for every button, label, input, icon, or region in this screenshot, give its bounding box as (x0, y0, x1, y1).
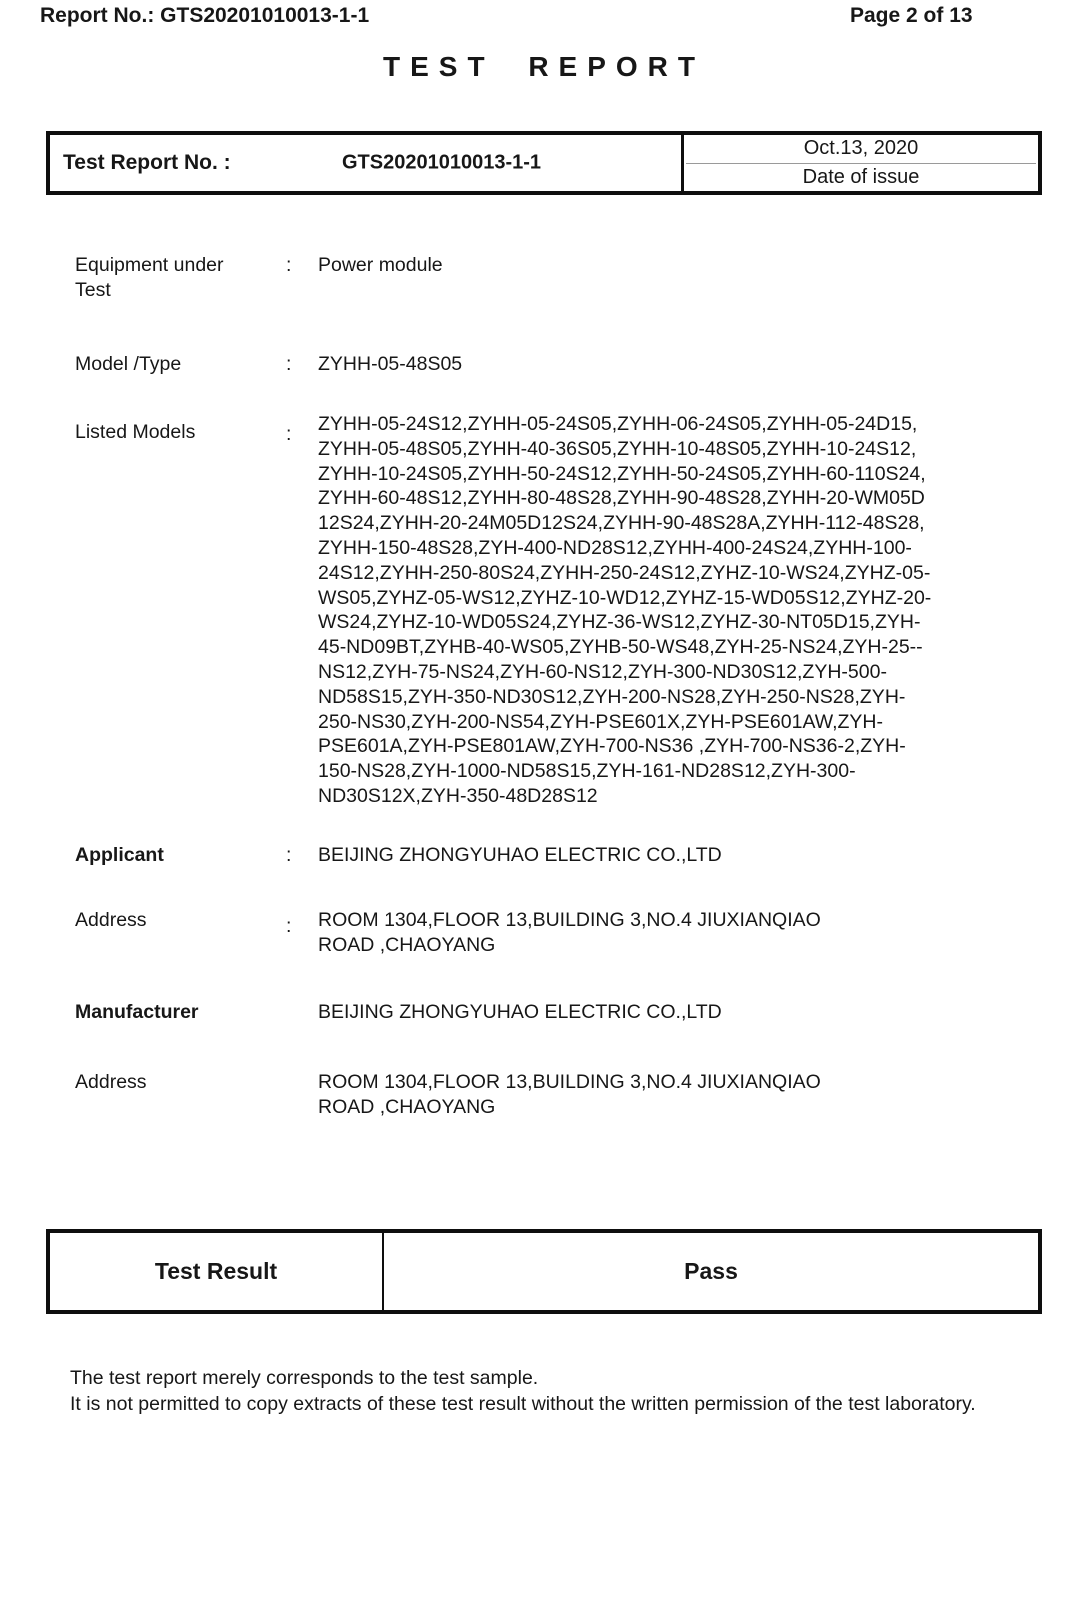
text-line: 250-NS30,ZYH-200-NS54,ZYH-PSE601X,ZYH-PSE601AW,ZYH- (318, 710, 883, 733)
equipment-label: Equipment under Test (75, 254, 224, 301)
report-no-header: Report No.: GTS20201010013-1-1 (40, 4, 370, 27)
equipment-value: Power module (318, 254, 443, 276)
text-line: 12S24,ZYHH-20-24M05D12S24,ZYHH-90-48S28A,ZYHH-112-48S28, (318, 512, 925, 535)
model-type-value: ZYHH-05-48S05 (318, 353, 463, 375)
text-line: WS24,ZYHZ-10-WD05S24,ZYHZ-36-WS12,ZYHZ-30-NT05D15,ZYH- (318, 611, 921, 634)
model-type-label: Model /Type (75, 353, 182, 375)
test-result-value: Pass (684, 1258, 738, 1284)
model-type-colon: : (286, 353, 292, 375)
test-report-no-value: GTS20201010013-1-1 (342, 151, 542, 174)
text-line: ZYHH-05-24S12,ZYHH-05-24S05,ZYHH-06-24S05,ZYHH-05-24D15, (318, 413, 918, 435)
applicant-label: Applicant (75, 844, 164, 866)
equipment-colon: : (286, 254, 292, 276)
text-line: ZYHH-60-48S12,ZYHH-80-48S28,ZYHH-90-48S28,ZYHH-20-WM05D (318, 487, 925, 510)
applicant-address-value (318, 908, 982, 958)
report-number-table (46, 131, 1042, 195)
page-title: TEST REPORT (382, 51, 705, 82)
disclaimer-line-1: The test report merely corresponds to the test sample. (70, 1367, 539, 1389)
manufacturer-address-label: Address (75, 1071, 147, 1093)
text-line: ZYHH-10-24S05,ZYHH-50-24S12,ZYHH-50-24S05,ZYHH-60-110S24, (318, 462, 926, 485)
listed-models-value (318, 412, 982, 809)
test-result-label: Test Result (50, 1233, 384, 1310)
disclaimer-line-2: It is not permitted to copy extracts of these test result without the written permission of the test laboratory. (70, 1392, 976, 1415)
text-line: ND58S15,ZYH-350-ND30S12,ZYH-200-NS28,ZYH-250-NS28,ZYH- (318, 685, 906, 708)
listed-models-colon: : (286, 423, 292, 445)
text-line: ROOM 1304,FLOOR 13,BUILDING 3,NO.4 JIUXIANQIAO (318, 909, 821, 931)
text-line: PSE601A,ZYH-PSE801AW,ZYH-700-NS36 ,ZYH-700-NS36-2,ZYH- (318, 735, 906, 758)
text-line: 45-ND09BT,ZYHB-40-WS05,ZYHB-50-WS48,ZYH-25-NS24,ZYH-25-- (318, 636, 923, 659)
page-indicator: Page 2 of 13 (850, 4, 973, 27)
applicant-value: BEIJING ZHONGYUHAO ELECTRIC CO.,LTD (318, 844, 722, 866)
text-line: ZYHH-150-48S28,ZYH-400-ND28S12,ZYHH-400-24S24,ZYHH-100- (318, 536, 912, 559)
applicant-colon: : (286, 844, 292, 866)
applicant-address-colon: : (286, 915, 292, 937)
listed-models-label: Listed Models (75, 421, 196, 443)
disclaimer (70, 1366, 1022, 1417)
issue-date: Oct.13, 2020 (803, 137, 919, 160)
manufacturer-label: Manufacturer (75, 1001, 199, 1023)
text-line: 24S12,ZYHH-250-80S24,ZYHH-250-24S12,ZYHZ-10-WS24,ZYHZ-05- (318, 561, 931, 584)
text-line: WS05,ZYHZ-05-WS12,ZYHZ-10-WD12,ZYHZ-15-WD05S12,ZYHZ-20- (318, 586, 932, 609)
date-of-issue-label: Date of issue (802, 165, 920, 188)
manufacturer-value: BEIJING ZHONGYUHAO ELECTRIC CO.,LTD (318, 1001, 722, 1023)
text-line: ROAD ,CHAOYANG (318, 1096, 496, 1118)
text-line: ROAD ,CHAOYANG (318, 934, 496, 956)
text-line: ND30S12X,ZYH-350-48D28S12 (318, 784, 598, 807)
applicant-address-label: Address (75, 909, 147, 931)
text-line: ZYHH-05-48S05,ZYHH-40-36S05,ZYHH-10-48S05,ZYHH-10-24S12, (318, 437, 917, 460)
text-line: 150-NS28,ZYH-1000-ND58S15,ZYH-161-ND28S12,ZYH-300- (318, 760, 856, 783)
manufacturer-address-value (318, 1070, 982, 1120)
date-of-issue-cell (684, 135, 1038, 191)
text-line: NS12,ZYH-75-NS24,ZYH-60-NS12,ZYH-300-ND30S12,ZYH-500- (318, 660, 887, 683)
text-line: ROOM 1304,FLOOR 13,BUILDING 3,NO.4 JIUXIANQIAO (318, 1071, 821, 1093)
test-result-table (46, 1229, 1042, 1314)
test-report-no-label: Test Report No. : (63, 151, 231, 174)
report-number-cell (50, 135, 684, 191)
